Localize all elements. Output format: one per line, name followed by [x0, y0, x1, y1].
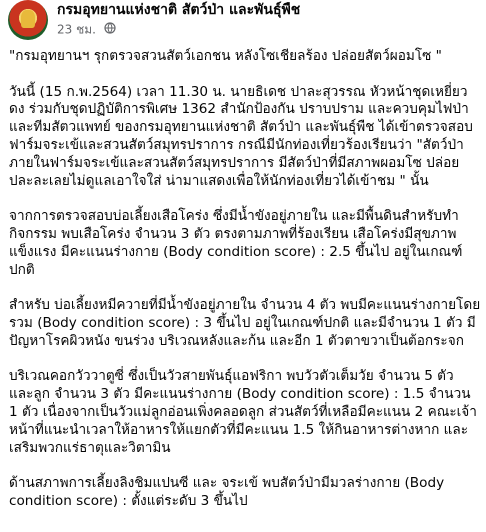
emblem-icon — [21, 10, 35, 28]
post-header — [8, 0, 478, 40]
post-headline: "กรมอุทยานฯ รุกตรวจสวนสัตว์เอกชน หลังโซเชียลร้อง ปล่อยสัตว์ผอมโซ " — [9, 48, 442, 64]
post-timestamp[interactable]: 23 ชม. — [57, 22, 96, 37]
post-paragraph: บริเวณคอกวัววาตูซี่ ซึ่งเป็นวัวสายพันธุ์แอฟริกา พบวัวตัวเต็มวัย จำนวน 5 ตัว และลูก จำนวน 3 ตัว มีคะแนนร่างกาย (Body condition score) : 1.5 จำนวน 1 ตัว เนื่องจากเป็นวัวแม่ลูกอ่อนเพิ่งคลอดลูก ส่วนสัตว์ที่เหลือมีคะแนน 2 คณะเจ้าหน้าที่แนะนำเวลาให้อาหารให้แยกตัวที่มีคะแนน 1.5 ให้กินอาหารต่างหาก และเสริมพวกแร่ธาตุและวิตามิน — [9, 368, 477, 456]
post-paragraph: ด้านสภาพการเลี้ยงลิงชิมแปนซี และ จระเข้ พบสัตว์ป่ามีมวลร่างกาย (Body condition score) : ตั้งแต่ระดับ 3 ขึ้นไป — [9, 475, 445, 509]
post-body — [9, 48, 481, 529]
page-avatar[interactable] — [8, 0, 48, 40]
globe-icon — [104, 22, 116, 38]
post-paragraph: จากการตรวจสอบบ่อเลี้ยงเสือโคร่ง ซึ่งมีน้ำขังอยู่ภายใน และมีพื้นดินสำหรับทำกิจกรรม พบเสือโคร่ง จำนวน 3 ตัว ตรงตามภาพที่ร้องเรียน เสือโคร่งมีสุขภาพแข็งแรง มีคะแนนร่างกาย (Body condition score) : 2.5 ขึ้นไป อยู่ในเกณฑ์ปกติ — [9, 208, 463, 278]
post-paragraph: สำหรับ บ่อเลี้ยงหมีควายที่มีน้ำขังอยู่ภายใน จำนวน 4 ตัว พบมีคะแนนร่างกายโดยรวม (Body condition score) : 3 ขึ้นไป อยู่ในเกณฑ์ปกติ และมีจำนวน 1 ตัว มีปัญหาโรคผิวหนัง ขนร่วง บริเวณหลังและก้น และอีก 1 ตัวตาขวาเป็นต้อกระจก — [9, 297, 481, 349]
page-name-link[interactable]: กรมอุทยานแห่งชาติ สัตว์ป่า และพันธุ์พืช — [57, 2, 301, 18]
post-paragraph: วันนี้ (15 ก.พ.2564) เวลา 11.30 น. นายธิเดช ปาละสุวรรณ หัวหน้าชุดเหยี่ยวดง ร่วมกับชุดปฏิบัติการพิเศษ 1362 สำนักป้องกัน ปราบปราม และควบคุมไฟป่า และทีมสัตวแพทย์ ของกรมอุทยานแห่งชาติ สัตว์ป่า และพันธุ์พืช ได้เข้าตรวจสอบฟาร์มจระเข้และสวนสัตว์สมุทรปราการ กรณีมีนักท่องเที่ยวร้องเรียนว่า "สัตว์ป่าภายในฟาร์มจระเข้และสวนสัตว์สมุทรปราการ มีสัตว์ป่าที่มีสภาพผอมโซ ปล่อยปละละเลยไม่ดูแลเอาใจใส่ น่ามาแสดงเพื่อให้นักท่องเที่ยวได้เข้าชม " นั้น — [9, 83, 473, 189]
post-meta — [57, 21, 116, 38]
